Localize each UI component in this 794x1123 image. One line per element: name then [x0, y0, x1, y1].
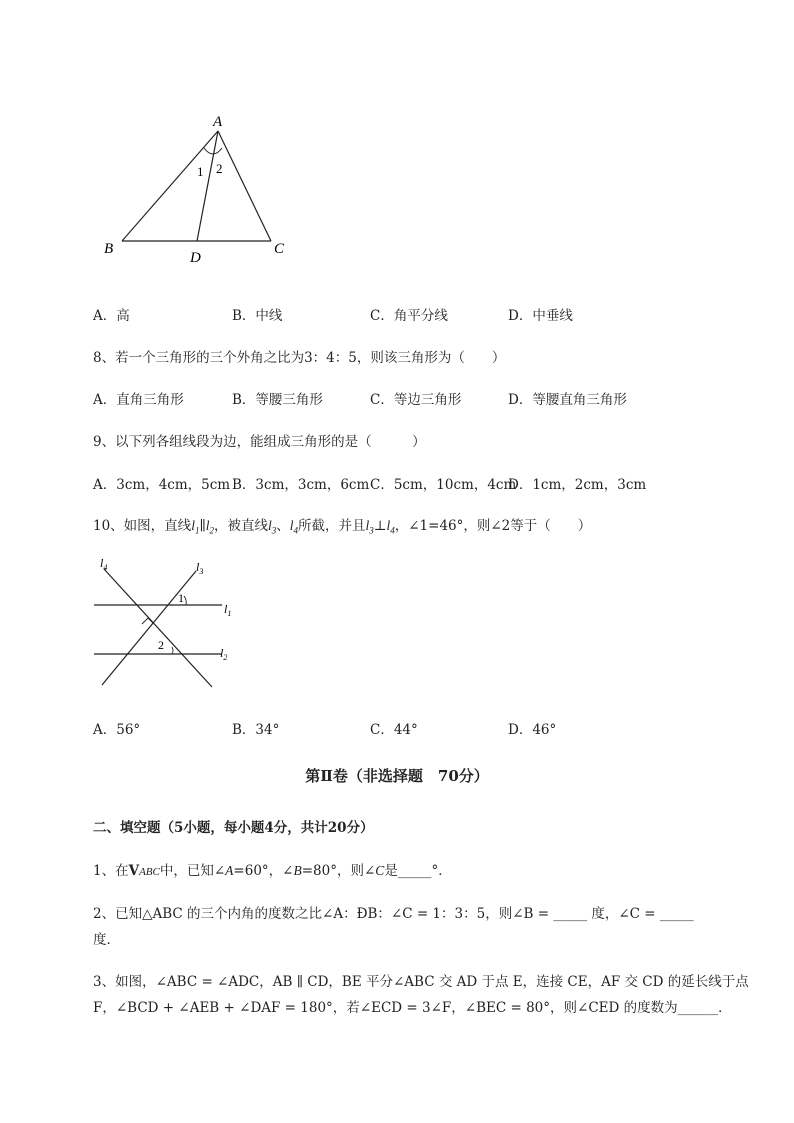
q7-option-b: B．中线 — [232, 308, 283, 324]
fig1-label-c: C — [274, 241, 285, 257]
fig2-label-l3: $l_3$ — [196, 560, 204, 576]
fill-q1: 1、在VABC中，已知∠A=60°，∠B=80°，则∠C是_____°． — [93, 863, 452, 879]
fill-q3-line2: F，∠BCD + ∠AEB + ∠DAF = 180°，若∠ECD = 3∠F，∠BEC = 80°，则∠CED 的度数为______． — [93, 1000, 732, 1016]
q7-option-d: D．中垂线 — [508, 308, 573, 324]
fig1-angle-1: 1 — [197, 164, 204, 179]
q10-option-a: A．56° — [93, 722, 141, 738]
fill-q3-line1: 3、如图，∠ABC = ∠ADC，AB ∥ CD，BE 平分∠ABC 交 AD 于点 E，连接 CE，AF 交 CD 的延长线于点 — [93, 974, 749, 990]
q8-stem: 8、若一个三角形的三个外角之比为3：4：5，则该三角形为（ ） — [93, 350, 506, 366]
fig1-label-b: B — [104, 241, 114, 257]
fig1-label-a: A — [213, 114, 223, 130]
fill-q2-line2: 度． — [93, 932, 120, 948]
q8-option-b: B．等腰三角形 — [232, 392, 323, 408]
q7-option-c: C．角平分线 — [370, 308, 448, 324]
q10-option-b: B．34° — [232, 722, 280, 738]
q7-option-a: A．高 — [93, 308, 130, 324]
section-heading: 二、填空题（5小题，每小题4分，共计20分） — [93, 820, 374, 836]
q9-option-c: C．5cm，10cm，4cm — [370, 477, 517, 493]
fig2-angle-2: 2 — [158, 638, 164, 652]
fig1-label-d: D — [190, 250, 201, 266]
fig2-label-l2: $l_2$ — [220, 646, 228, 662]
q8-option-a: A．直角三角形 — [93, 392, 184, 408]
q9-option-d: D．1cm，2cm，3cm — [508, 477, 647, 493]
q9-stem: 9、以下列各组线段为边，能组成三角形的是（ ） — [93, 434, 426, 450]
q8-option-d: D．等腰直角三角形 — [508, 392, 627, 408]
fig2-label-l1: $l_1$ — [224, 602, 232, 618]
q10-option-c: C．44° — [370, 722, 418, 738]
q10-option-d: D．46° — [508, 722, 557, 738]
triangle-figure — [96, 110, 306, 270]
fill-q2-line1: 2、已知△ABC 的三个内角的度数之比∠A：ÐB：∠C = 1：3：5，则∠B = _____ 度，∠C = _____ — [93, 906, 694, 922]
q9-option-a: A．3cm，4cm，5cm — [93, 477, 231, 493]
q8-option-c: C．等边三角形 — [370, 392, 462, 408]
q9-option-b: B．3cm，3cm，6cm — [232, 477, 370, 493]
parallel-lines-figure — [86, 555, 246, 695]
part2-title: 第Ⅱ卷（非选择题 70分） — [305, 767, 489, 785]
q10-stem: 10、如图，直线$l_1\parallel l_2$，被直线$l_3$、$l_4$所截，并且$l_3\perp l_4$，∠1=46°，则∠2等于（ ） — [93, 518, 592, 536]
fig2-label-l4: $l_4$ — [100, 556, 108, 572]
fig1-angle-2: 2 — [216, 161, 223, 176]
fig2-angle-1: 1 — [178, 591, 184, 605]
